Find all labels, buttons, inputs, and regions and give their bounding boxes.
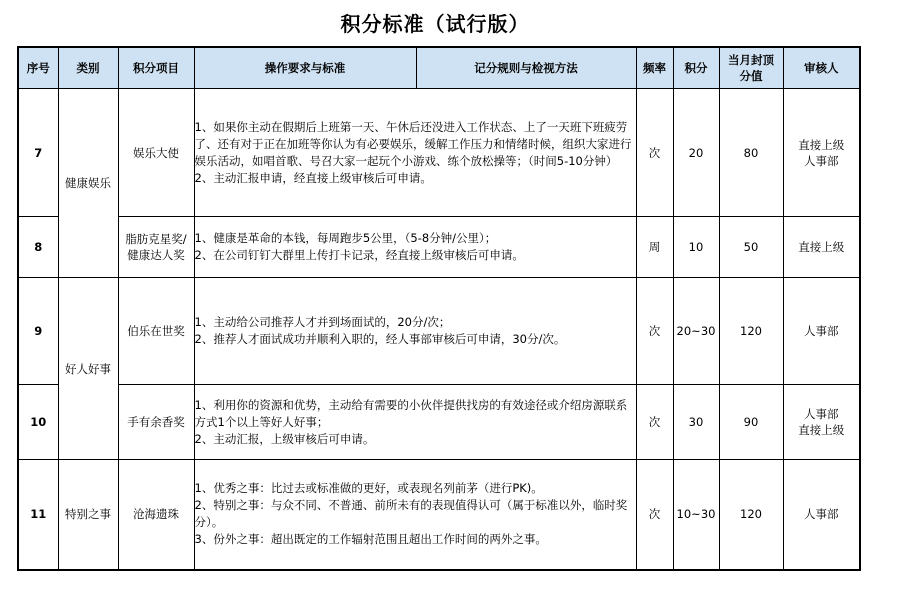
rule-line: 2、推荐人才面试成功并顺利入职的，经人事部审核后可申请，30分/次。 bbox=[194, 332, 566, 346]
rule-line: 1、主动给公司推荐人才并到场面试的，20分/次； bbox=[194, 315, 451, 329]
rule-cell bbox=[194, 460, 636, 570]
rule-line: 2、主动汇报申请，经直接上级审核后可申请。 bbox=[194, 170, 432, 185]
table-row bbox=[18, 217, 860, 278]
frequency-cell: 次 bbox=[636, 89, 673, 217]
rule-line: 1、如果你主动在假期后上班第一天、午休后还没进入工作状态、上了一天班下班疲劳了、还有对于正在加班等你认为有必要娱乐，缓解工作压力和情绪时候，组织大家进行娱乐活动，如唱首歌、号召大家一起玩个小游戏、练个放松操等；（时间5-10分钟） bbox=[194, 119, 632, 168]
rule-cell bbox=[194, 278, 636, 385]
header-category: 类别 bbox=[58, 47, 118, 89]
header-points: 积分 bbox=[673, 47, 719, 89]
table-row bbox=[18, 278, 860, 385]
item-cell: 脂肪克星奖/健康达人奖 bbox=[118, 217, 194, 278]
reviewer-line: 人事部 bbox=[804, 407, 839, 421]
rule-line: 2、在公司钉钉大群里上传打卡记录，经直接上级审核后可申请。 bbox=[194, 248, 524, 262]
header-rule: 记分规则与检视方法 bbox=[416, 47, 636, 89]
reviewer-cell bbox=[783, 217, 860, 278]
header-item: 积分项目 bbox=[118, 47, 194, 89]
rule-line: 1、优秀之事：比过去或标准做的更好，或表现名列前茅（进行PK)。 bbox=[194, 481, 543, 496]
category-cell: 健康娱乐 bbox=[58, 89, 118, 278]
points-cell: 10 bbox=[673, 217, 719, 278]
rule-cell bbox=[194, 385, 636, 460]
header-cap-line2: 分值 bbox=[739, 69, 763, 83]
header-cap-line1: 当月封顶 bbox=[728, 53, 774, 67]
points-cell: 10~30 bbox=[673, 460, 719, 570]
points-cell: 30 bbox=[673, 385, 719, 460]
reviewer-line: 直接上级 bbox=[798, 137, 845, 152]
cap-cell: 80 bbox=[719, 89, 783, 217]
rule-line: 3、份外之事：超出既定的工作辐射范围且超出工作时间的两外之事。 bbox=[194, 532, 547, 547]
reviewer-line: 人事部 bbox=[804, 153, 839, 168]
rule-cell bbox=[194, 89, 636, 217]
frequency-cell: 次 bbox=[636, 460, 673, 570]
rule-line: 1、利用你的资源和优势，主动给有需要的小伙伴提供找房的有效途径或介绍房源联系方式1个以上等好人好事； bbox=[194, 397, 628, 429]
category-cell: 特别之事 bbox=[58, 460, 118, 570]
points-standard-table bbox=[17, 46, 861, 571]
points-cell: 20 bbox=[673, 89, 719, 217]
cap-cell: 50 bbox=[719, 217, 783, 278]
rule-line: 2、主动汇报，上级审核后可申请。 bbox=[194, 431, 375, 446]
table-row bbox=[18, 385, 860, 460]
header-frequency: 频率 bbox=[636, 47, 673, 89]
header-reviewer: 审核人 bbox=[783, 47, 860, 89]
cap-cell: 120 bbox=[719, 460, 783, 570]
rule-cell bbox=[194, 217, 636, 278]
reviewer-cell bbox=[783, 460, 860, 570]
row-seq: 9 bbox=[18, 278, 58, 385]
row-seq: 7 bbox=[18, 89, 58, 217]
cap-cell: 90 bbox=[719, 385, 783, 460]
header-requirement: 操作要求与标准 bbox=[194, 47, 416, 89]
rule-line: 2、特别之事：与众不同、不普通、前所未有的表现值得认可（属于标准以外，临时奖分）。 bbox=[194, 498, 628, 530]
cap-cell: 120 bbox=[719, 278, 783, 385]
reviewer-line: 直接上级 bbox=[798, 423, 845, 437]
item-cell: 娱乐大使 bbox=[118, 89, 194, 217]
page-title: 积分标准（试行版） bbox=[340, 12, 530, 36]
header-seq: 序号 bbox=[18, 47, 58, 89]
row-seq: 10 bbox=[18, 385, 58, 460]
item-cell: 沧海遗珠 bbox=[118, 460, 194, 570]
rule-line: 1、健康是革命的本钱，每周跑步5公里，（5-8分钟/公里）； bbox=[194, 231, 497, 245]
reviewer-line: 人事部 bbox=[804, 324, 839, 338]
frequency-cell: 次 bbox=[636, 385, 673, 460]
reviewer-line: 直接上级 bbox=[798, 240, 845, 254]
item-cell: 伯乐在世奖 bbox=[118, 278, 194, 385]
frequency-cell: 周 bbox=[636, 217, 673, 278]
points-cell: 20~30 bbox=[673, 278, 719, 385]
reviewer-cell bbox=[783, 385, 860, 460]
table-row bbox=[18, 460, 860, 570]
header-cap bbox=[719, 47, 783, 89]
reviewer-cell bbox=[783, 89, 860, 217]
table-row bbox=[18, 89, 860, 217]
category-cell: 好人好事 bbox=[58, 278, 118, 460]
reviewer-line: 人事部 bbox=[804, 507, 839, 522]
row-seq: 11 bbox=[18, 460, 58, 570]
reviewer-cell bbox=[783, 278, 860, 385]
row-seq: 8 bbox=[18, 217, 58, 278]
frequency-cell: 次 bbox=[636, 278, 673, 385]
item-cell: 手有余香奖 bbox=[118, 385, 194, 460]
table-header-row bbox=[18, 47, 860, 89]
